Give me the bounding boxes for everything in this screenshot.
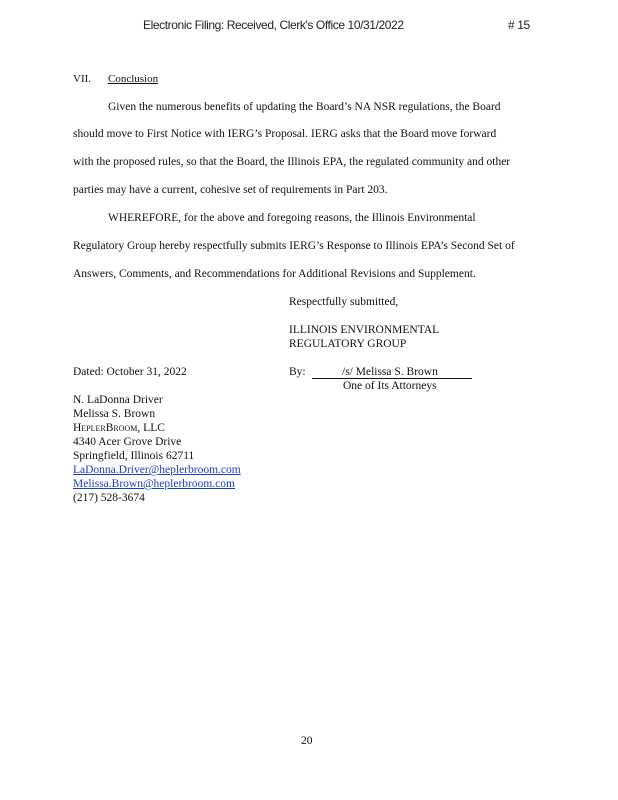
street-address: 4340 Acer Grove Drive	[73, 436, 182, 448]
section-title: Conclusion	[108, 73, 159, 85]
filing-number: # 15	[508, 18, 530, 32]
email-link-brown[interactable]: Melissa.Brown@heplerbroom.com	[73, 478, 235, 490]
paragraph-line: Regulatory Group hereby respectfully submits IERG’s Response to Illinois EPA’s Second Set of	[73, 240, 515, 252]
attorney-name: Melissa S. Brown	[73, 408, 156, 420]
paragraph-line: Answers, Comments, and Recommendations for Additional Revisions and Supplement.	[73, 268, 476, 280]
city-address: Springfield, Illinois 62711	[73, 450, 195, 462]
paragraph-line: parties may have a current, cohesive set of requirements in Part 203.	[73, 184, 388, 196]
dated-line: Dated: October 31, 2022	[73, 366, 187, 378]
filing-stamp: Electronic Filing: Received, Clerk's Office 10/31/2022	[143, 18, 404, 32]
email-link-driver[interactable]: LaDonna.Driver@heplerbroom.com	[73, 464, 241, 476]
by-label: By:	[289, 366, 306, 378]
paragraph-line: WHEREFORE, for the above and foregoing reasons, the Illinois Environmental	[108, 212, 476, 224]
signer-role: One of Its Attorneys	[343, 380, 437, 392]
signature-line	[312, 365, 472, 379]
phone-number: (217) 528-3674	[73, 492, 145, 504]
section-number: VII.	[73, 73, 92, 85]
signature-text: /s/ Melissa S. Brown	[342, 366, 438, 378]
attorney-name: N. LaDonna Driver	[73, 394, 163, 406]
org-name-line-2: REGULATORY GROUP	[289, 338, 407, 350]
org-name-line-1: ILLINOIS ENVIRONMENTAL	[289, 324, 440, 336]
paragraph-line: should move to First Notice with IERG’s Proposal. IERG asks that the Board move forward	[73, 128, 497, 140]
firm-name: HeplerBroom, LLC	[73, 422, 165, 434]
paragraph-line: Given the numerous benefits of updating the Board’s NA NSR regulations, the Board	[108, 101, 501, 113]
page-number: 20	[301, 735, 313, 747]
closing-text: Respectfully submitted,	[289, 296, 399, 308]
paragraph-line: with the proposed rules, so that the Board, the Illinois EPA, the regulated community and other	[73, 156, 511, 168]
